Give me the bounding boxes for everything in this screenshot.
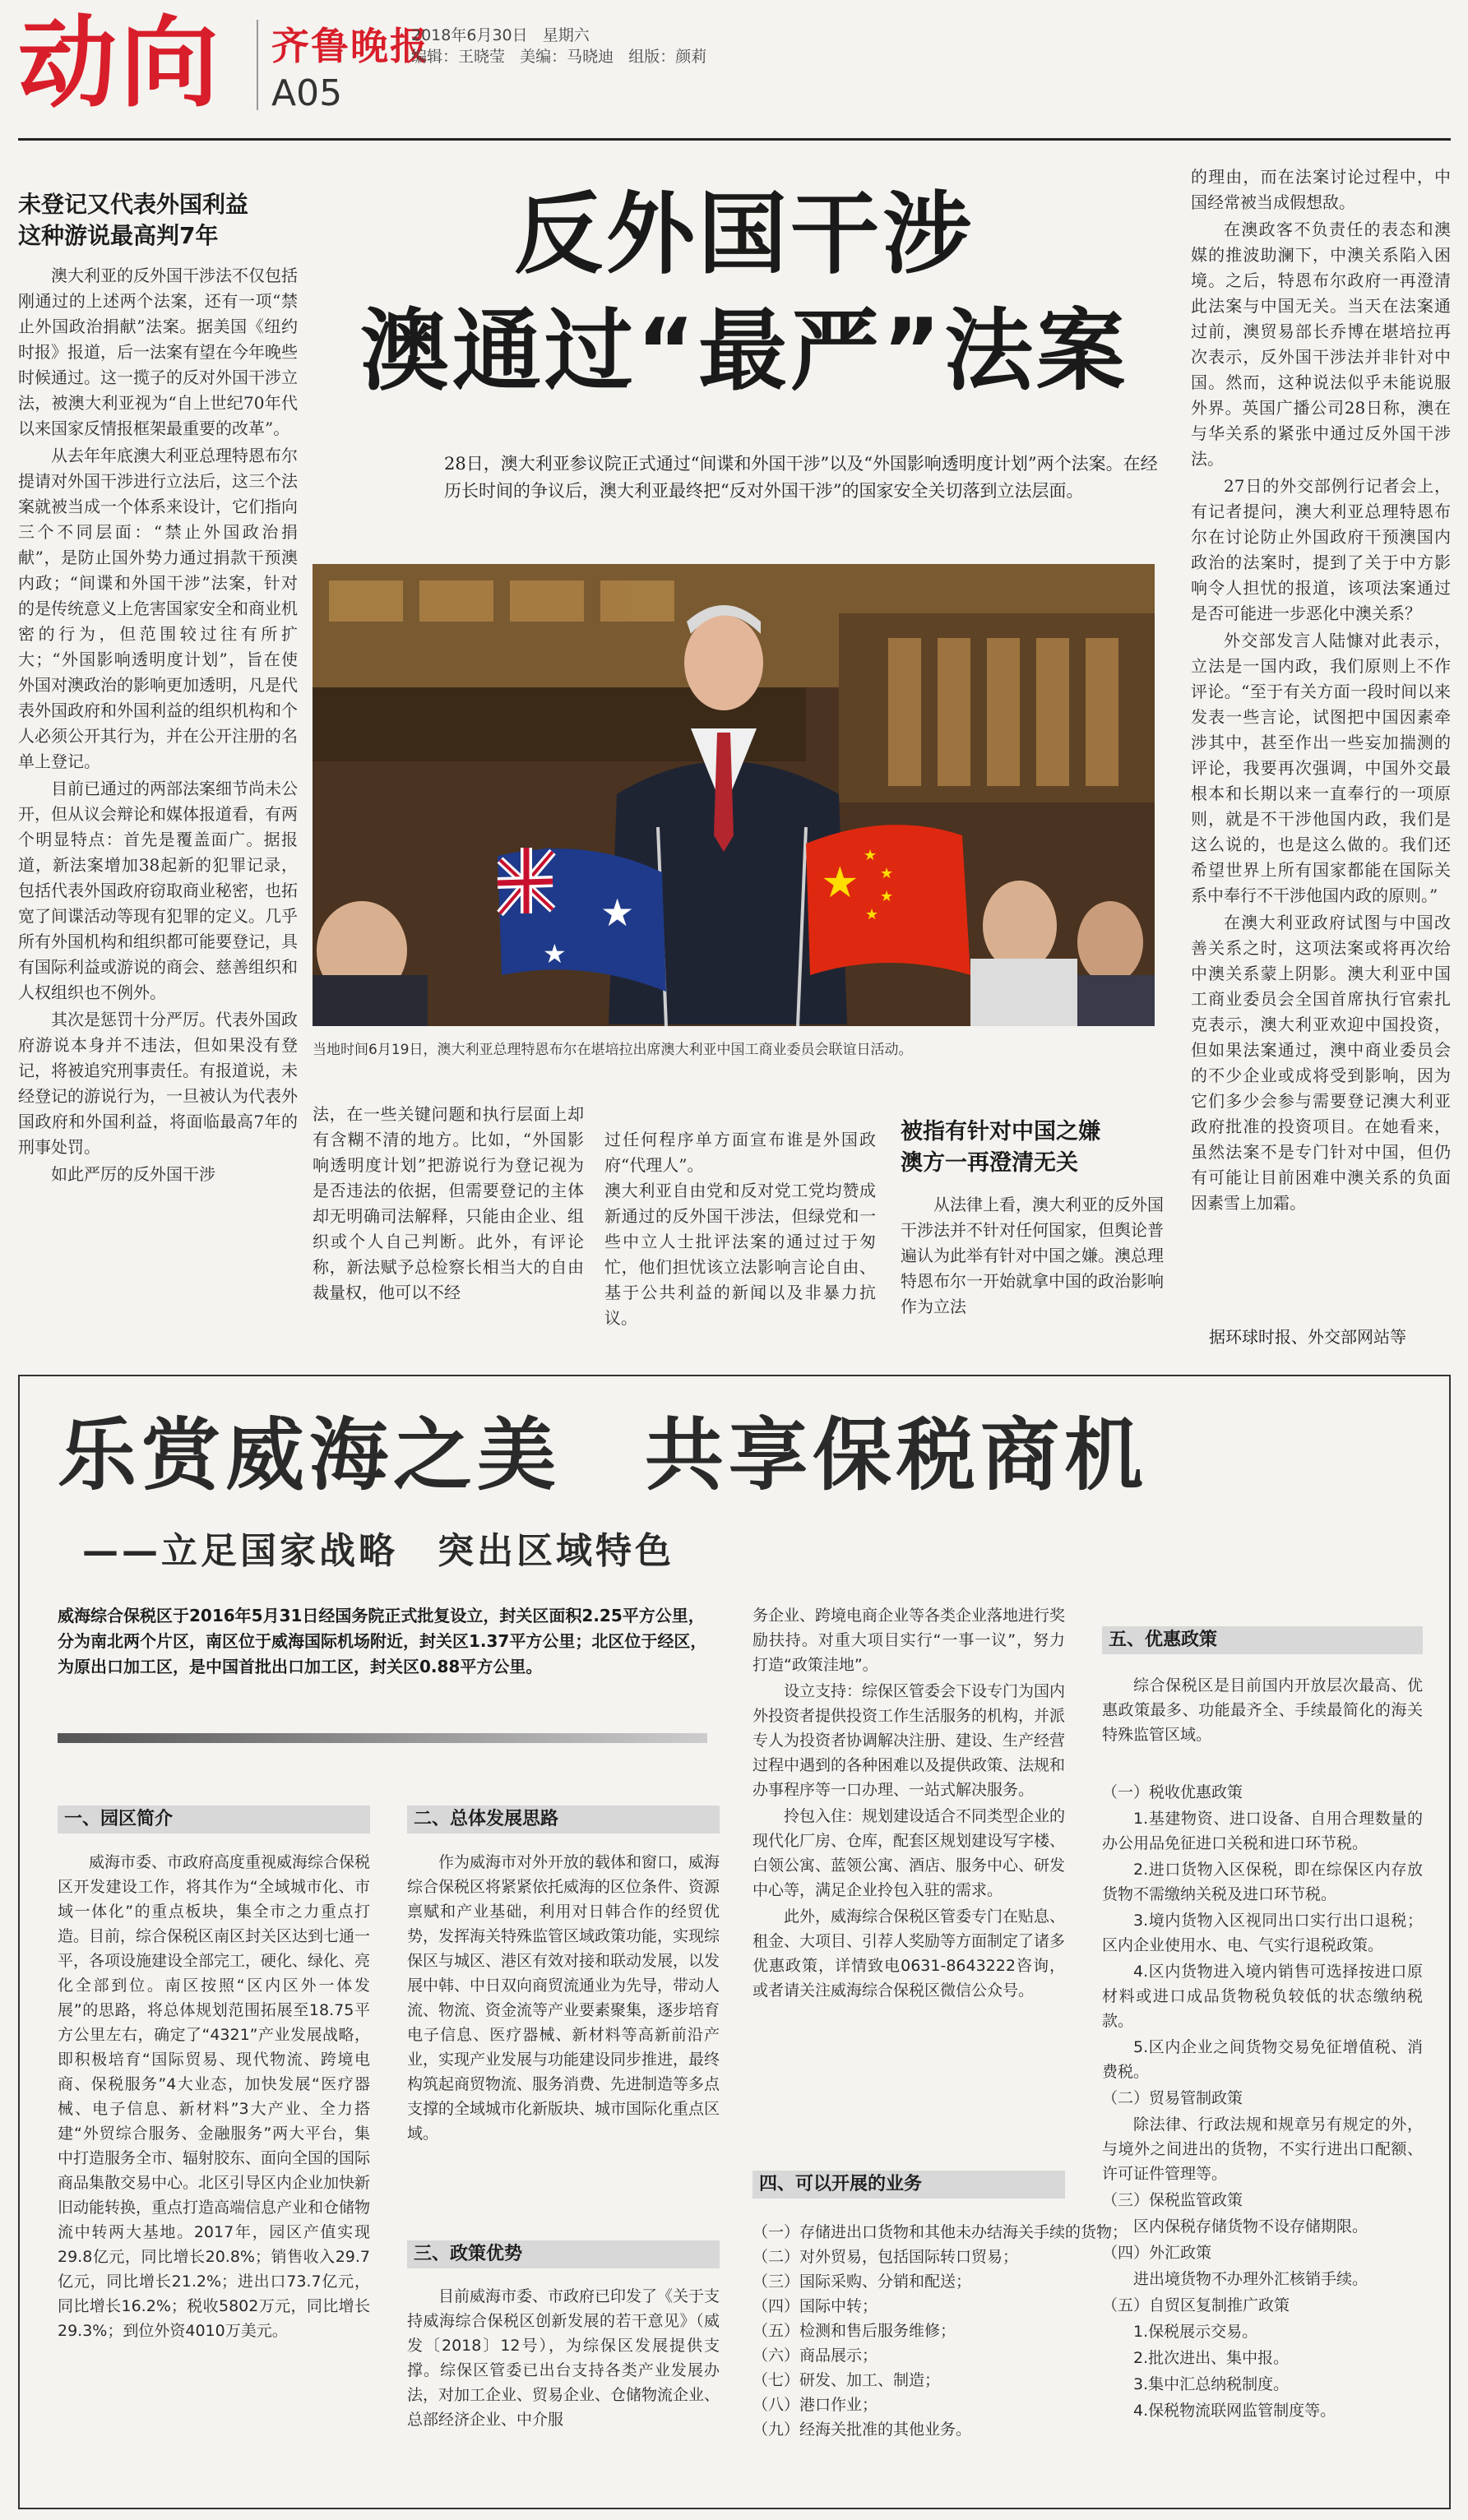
story1-column-mid1: [313, 1102, 584, 1348]
svg-text:★: ★: [821, 858, 859, 908]
list-heading: （二）贸易管制政策: [1102, 2089, 1243, 2107]
paragraph: 的理由，而在法案讨论过程中，中国经常被当成假想敌。: [1191, 167, 1451, 212]
lede-paragraph: 28日，澳大利亚参议院正式通过“间谍和外国干涉”以及“外国影响透明度计划”两个法案。在经历长时间的争议后，澳大利亚最终把“反对外国干涉”的国家安全关切落到立法层面。: [444, 454, 1158, 501]
section-title: 动向: [18, 7, 222, 121]
section-3-continued: [753, 1603, 1065, 2162]
paragraph: 在澳政客不负责任的表态和澳媒的推波助澜下，中澳关系陷入困境。之后，特恩布尔政府一再澄清此法案与中国无关。当天在法案通过前，澳贸易部长乔博在堪培拉再次表示，反外国干涉法并非针对中国。然而，这种说法似乎未能说服外界。英国广播公司28日称，澳在与华关系的紧张中通过反外国干涉法。: [1191, 220, 1451, 469]
section-3-body: [407, 2284, 720, 2499]
subheadline-line1: 被指有针对中国之嫌: [901, 1119, 1100, 1144]
list-item: （九）经海关批准的其他业务。: [753, 2421, 972, 2439]
paragraph: 从去年年底澳大利亚总理特恩布尔提请对外国干涉进行立法后，这三个法案就被当成一个体系来设计，它们指向三个不同层面：“禁止外国政治捐献”，是防止国外势力通过捐款干预澳内政；“间谍和外国干涉”法案，针对的是传统意义上危害国家安全和商业机密的行为，但范围较过往有所扩大；“外国影响透明度计划”，旨在使外国对澳政治的影响更加透明，凡是代表外国政府和外国利益的组织机构和个人必须公开其行为，并在公开注册的名单上登记。: [18, 446, 298, 771]
main-headline-line2: 澳通过“最严”法案: [360, 300, 1128, 403]
paragraph: 如此严厉的反外国干涉: [51, 1164, 215, 1184]
list-heading: （五）自贸区复制推广政策: [1102, 2296, 1290, 2314]
list-item: （一）存储进出口货物和其他未办结海关手续的货物；: [753, 2223, 1128, 2241]
paragraph: 从法律上看，澳大利亚的反外国干涉法并不针对任何国家，但舆论普遍认为此举有针对中国之嫌。澳总理特恩布尔一开始就拿中国的政治影响作为立法: [901, 1195, 1164, 1316]
list-item: （四）国际中转；: [753, 2297, 878, 2315]
newspaper-name: 齐鲁晚报: [271, 24, 429, 68]
paragraph: 其次是惩罚十分严厉。代表外国政府游说本身并不违法，但如果没有登记，将被追究刑事责任。有报道说，未经登记的游说行为，一旦被认为代表外国政府和外国利益，将面临最高7年的刑事处罚。: [18, 1010, 298, 1157]
list-item: 2.进口货物入区保税，即在综保区内存放货物不需缴纳关税及进口环节税。: [1102, 1861, 1423, 1903]
section-heading-2: 二、总体发展思路: [407, 1806, 720, 1833]
section-2-body: [407, 1850, 720, 2236]
svg-text:★: ★: [600, 890, 635, 935]
list-item: 4.区内货物进入境内销售可选择按进口原材料或进口成品货物税负较低的状态缴纳税款。: [1102, 1963, 1423, 2030]
designer: 美编：马晓迪: [520, 48, 614, 66]
main-headline-line1: 反外国干涉: [513, 183, 975, 286]
section-heading-5: 五、优惠政策: [1102, 1626, 1423, 1654]
list-item: 区内保税存储货物不设存储期限。: [1133, 2217, 1368, 2236]
list-item: 4.保税物流联网监管制度等。: [1133, 2402, 1336, 2420]
advertorial-subheadline: ——立足国家战略 突出区域特色: [82, 1530, 674, 1572]
list-item: （六）商品展示；: [753, 2347, 878, 2365]
photo-caption: 当地时间6月19日，澳大利亚总理特恩布尔在堪培拉出席澳大利亚中国工商业委员会联谊日活动。: [313, 1042, 913, 1058]
header-rule: [18, 138, 1451, 141]
header-divider: [257, 20, 258, 110]
subheadline-line2: 澳方一再澄清无关: [901, 1150, 1078, 1176]
main-headline: [313, 177, 1176, 410]
story1-column-left: [18, 263, 298, 1348]
section-heading-1: 一、园区简介: [58, 1806, 370, 1833]
section-1-body: [58, 1850, 370, 2499]
list-heading: （一）税收优惠政策: [1102, 1783, 1243, 1801]
list-item: （七）研发、加工、制造；: [753, 2371, 941, 2389]
business-list: [753, 2220, 1128, 2442]
paragraph: 设立支持：综保区管委会下设专门为国内外投资者提供投资工作生活服务的机构，并派专人为投资者协调解决注册、建设、生产经营过程中遇到的各种困难以及提供政策、法规和办事程序等一口办理、一站式解决服务。: [753, 1682, 1065, 1799]
story1-column-mid2: [604, 1102, 876, 1348]
list-heading: （四）外汇政策: [1102, 2244, 1212, 2262]
section-heading-3: 三、政策优势: [407, 2240, 720, 2268]
paragraph: 拎包入住：规划建设适合不同类型企业的现代化厂房、仓库，配套区规划建设写字楼、白领公寓、蓝领公寓、酒店、服务中心、研发中心等，满足企业拎包入驻的需求。: [753, 1807, 1065, 1899]
svg-text:★: ★: [880, 865, 894, 882]
list-item: 3.集中汇总纳税制度。: [1133, 2375, 1290, 2393]
list-heading: （三）保税监管政策: [1102, 2191, 1243, 2209]
list-item: 5.区内企业之间货物交易免征增值税、消费税。: [1102, 2038, 1423, 2081]
policy-list: [1102, 1780, 1423, 2495]
list-item: 除法律、行政法规和规章另有规定的外，与境外之间进出的货物，不实行进出口配额、许可证件管理等。: [1102, 2115, 1423, 2183]
section-heading-4: 四、可以开展的业务: [753, 2171, 1065, 2199]
section-5-intro: [1102, 1673, 1423, 1749]
paragraph: 目前已通过的两部法案细节尚未公开，但从议会辩论和媒体报道看，有两个明显特点：首先是覆盖面广。据报道，新法案增加38起新的犯罪记录，包括代表外国政府窃取商业秘密，也拓宽了间谍活动等现有犯罪的定义。几乎所有外国机构和组织都可能要登记，具有国际利益或游说的商会、慈善组织和人权组织也不例外。: [18, 779, 298, 1002]
list-item: （三）国际采购、分销和配送；: [753, 2273, 972, 2291]
svg-text:★: ★: [864, 847, 878, 864]
advertorial-headline: 乐赏威海之美 共享保税商机: [58, 1409, 1148, 1501]
list-item: （八）港口作业；: [753, 2396, 878, 2414]
paragraph: 法，在一些关键问题和执行层面上却有含糊不清的地方。比如，“外国影响透明度计划”把游说行为登记视为是否违法的依据，但需要登记的主体却无明确司法解释，只能由企业、组织或个人自己判断。此外，有评论称，新法赋予总检察长相当大的自由裁量权，他可以不经: [313, 1104, 584, 1302]
proofreader: 组版：颜莉: [628, 48, 707, 66]
svg-text:★: ★: [865, 906, 879, 923]
subheadline: [901, 1117, 1164, 1179]
editor: 编辑：王晓莹: [411, 48, 506, 66]
photo-illustration: [313, 564, 1155, 1026]
editor-credits: [411, 44, 706, 67]
paragraph: 威海市委、市政府高度重视威海综合保税区开发建设工作，将其作为“全域城市化、市域一体化”的重点板块，集全市之力重点打造。目前，综合保税区南区封关区达到七通一平，各项设施建设全部完工，硬化、绿化、亮化全部到位。南区按照“区内区外一体发展”的思路，将总体规划范围拓展至18.75平方公里左右，确定了“4321”产业发展战略，即积极培育“国际贸易、现代物流、跨境电商、保税服务”4大业态，加快发展“医疗器械、电子信息、新材料”3大产业、全力搭建“外贸综合服务、金融服务”两大平台，集中打造服务全市、辐射胶东、面向全国的国际商品集散交易中心。北区引导区内企业加快新旧动能转换，重点打造高端信息产业和仓储物流中转两大基地。2017年，园区产值实现29.8亿元，同比增长20.8%；销售收入29.7亿元，同比增长21.2%；进出口73.7亿元，同比增长16.2%；税收5802万元，同比增长29.3%；到位外资4010万美元。: [58, 1853, 370, 2340]
list-item: （二）对外贸易，包括国际转口贸易；: [753, 2248, 1019, 2266]
svg-text:★: ★: [880, 888, 894, 905]
news-photo: [313, 564, 1155, 1026]
date: 2018年6月30日: [411, 26, 528, 44]
paragraph: 作为威海市对外开放的载体和窗口，威海综合保税区将紧紧依托威海的区位条件、资源禀赋和产业基础，利用对日韩合作的经贸优势，发挥海关特殊监管区域政策功能，实现综保区与城区、港区有效对接和联动发展，以发展中韩、中日双向商贸流通业为先导，带动人流、物流、资金流等产业要素聚集，逐步培育电子信息、医疗器械、新材料等高新前沿产业，实现产业发展与功能建设同步推进，最终构筑起商贸物流、服务消费、先进制造等多点支撑的全域城市化新版块、城市国际化重点区域。: [407, 1853, 720, 2143]
paragraph: 综合保税区是目前国内开放层次最高、优惠政策最多、功能最齐全、手续最简化的海关特殊监管区域。: [1102, 1676, 1423, 1744]
advertorial-intro: 威海综合保税区于2016年5月31日经国务院正式批复设立，封关区面积2.25平方公里，分为南北两个片区，南区位于威海国际机场附近，封关区1.37平方公里；北区位于经区，为原出口加工区，是中国首批出口加工区，封关区0.88平方公里。: [58, 1606, 707, 1676]
list-item: 进出境货物不办理外汇核销手续。: [1133, 2270, 1368, 2288]
paragraph: 此外，威海综合保税区管委专门在贴息、租金、大项目、引荐人奖励等方面制定了诸多优惠政策，详情致电0631-8643222咨询，或者请关注威海综合保税区微信公众号。: [753, 1907, 1065, 2000]
story1-column-right: [1191, 164, 1451, 1320]
list-item: 2.批次进出、集中报。: [1133, 2349, 1290, 2367]
side-headline-line1: 未登记又代表外国利益: [18, 191, 249, 218]
page-number: A05: [271, 72, 343, 114]
source-credit: 据环球时报、外交部网站等: [1209, 1327, 1406, 1347]
dateline: [411, 23, 590, 45]
svg-text:★: ★: [543, 938, 567, 969]
side-headline-line2: 这种游说最高判7年: [18, 222, 219, 249]
decorative-bar: [58, 1733, 707, 1743]
weekday: 星期六: [542, 26, 590, 44]
story1-column-mid3: [901, 1192, 1164, 1348]
paragraph: 在澳大利亚政府试图与中国改善关系之时，这项法案或将再次给中澳关系蒙上阴影。澳大利亚中国工商业委员会全国首席执行官索扎克表示，澳大利亚欢迎中国投资，但如果法案通过，澳中商业委员会的不少企业或成将受到影响，因为它们多少会参与需要登记澳大利亚政府批准的投资项目。在她看来，虽然法案不是专门针对中国，但仍有可能让目前困难中澳关系的负面因素雪上加霜。: [1191, 913, 1451, 1213]
paragraph: 过任何程序单方面宣布谁是外国政府“代理人”。 澳大利亚自由党和反对党工党均赞成新通过的反外国干涉法，但绿党和一些中立人士批评法案的通过过于匆忙，他们担忧该立法影响言论自由、基于公共利益的新闻以及非暴力抗议。: [604, 1130, 876, 1328]
list-item: 3.境内货物入区视同出口实行出口退税；区内企业使用水、电、气实行退税政策。: [1102, 1912, 1423, 1954]
paragraph: 目前威海市委、市政府已印发了《关于支持威海综合保税区创新发展的若干意见》（威发〔2018〕12号），为综保区发展提供支撑。综保区管委已出台支持各类产业发展办法，对加工企业、贸易企业、仓储物流企业、总部经济企业、中介服: [407, 2287, 720, 2429]
paragraph: 澳大利亚的反外国干涉法不仅包括刚通过的上述两个法案，还有一项“禁止外国政治捐献”法案。据美国《纽约时报》报道，后一法案有望在今年晚些时候通过。这一揽子的反对外国干涉立法，被澳大利亚视为“自上世纪70年代以来国家反情报框架最重要的改革”。: [18, 266, 298, 438]
side-headline: [18, 189, 298, 252]
paragraph: 27日的外交部例行记者会上，有记者提问，澳大利亚总理特恩布尔在讨论防止外国政府干预澳国内政治的法案时，提到了关于中方影响令人担忧的报道，该项法案通过是否可能进一步恶化中澳关系？: [1191, 476, 1451, 623]
paragraph: 外交部发言人陆慷对此表示，立法是一国内政，我们原则上不作评论。“至于有关方面一段时间以来发表一些言论，试图把中国因素牵涉其中，甚至作出一些妄加揣测的评论，我要再次强调，中国外交最根本和长期以来一直奉行的一项原则，就是不干涉他国内政，我们是这么说的，也是这么做的。我们还希望世界上所有国家都能在国际关系中奉行不干涉他国内政的原则。”: [1191, 631, 1451, 905]
list-item: 1.基建物资、进口设备、自用合理数量的办公用品免征进口关税和进口环节税。: [1102, 1810, 1423, 1852]
paragraph: 务企业、跨境电商企业等各类企业落地进行奖励扶持。对重大项目实行“一事一议”，努力打造“政策洼地”。: [753, 1607, 1065, 1674]
list-item: 1.保税展示交易。: [1133, 2323, 1258, 2341]
list-item: （五）检测和售后服务维修；: [753, 2322, 956, 2340]
